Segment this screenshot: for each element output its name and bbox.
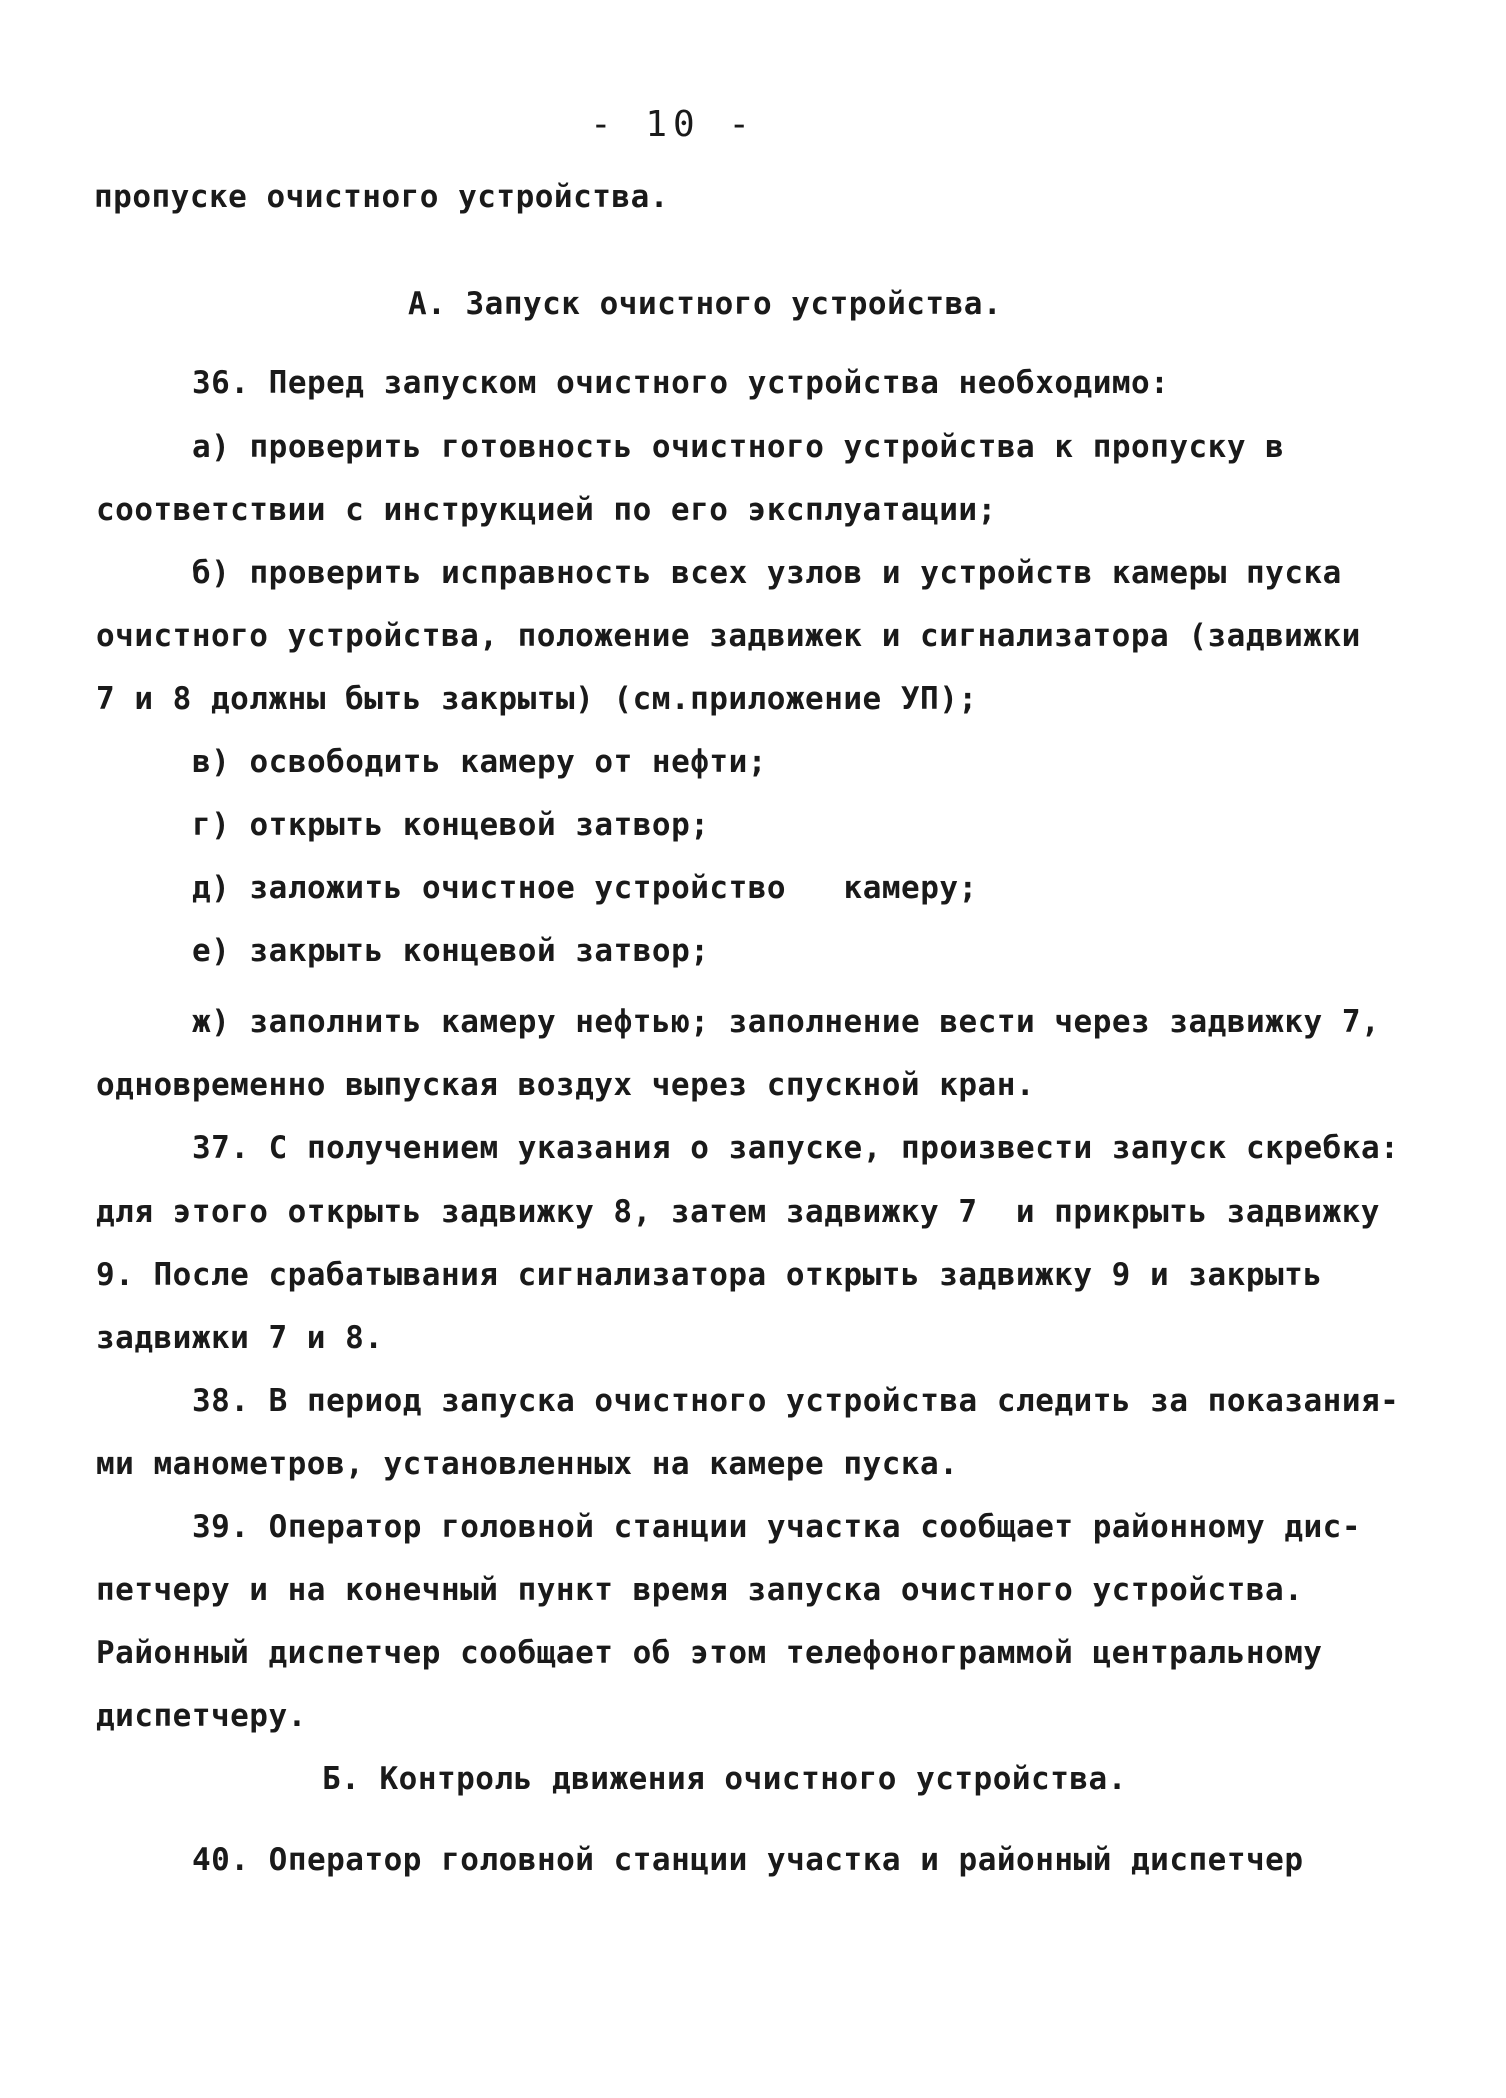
text-line: г) открыть концевой затвор; [192, 807, 710, 843]
text-line: 36. Перед запуском очистного устройства необходимо: [192, 365, 1170, 401]
text-line: 9. После срабатывания сигнализатора открыть задвижку 9 и закрыть [96, 1257, 1323, 1293]
text-line: 38. В период запуска очистного устройства следить за показания- [192, 1383, 1400, 1419]
section-heading: А. Запуск очистного устройства. [408, 286, 1003, 322]
text-line: Районный диспетчер сообщает об этом телефонограммой центральному [96, 1635, 1323, 1671]
text-line: а) проверить готовность очистного устройства к пропуску в [192, 429, 1285, 465]
text-line: е) закрыть концевой затвор; [192, 933, 710, 969]
page-number: - 10 - [590, 104, 757, 145]
text-line: задвижки 7 и 8. [96, 1320, 384, 1356]
text-line: в) освободить камеру от нефти; [192, 744, 767, 780]
text-line: диспетчеру. [96, 1698, 307, 1734]
text-line: 40. Оператор головной станции участка и районный диспетчер [192, 1842, 1304, 1878]
text-line: очистного устройства, положение задвижек и сигнализатора (задвижки [96, 618, 1361, 654]
text-line: ж) заполнить камеру нефтью; заполнение вести через задвижку 7, [192, 1004, 1381, 1040]
text-line: пропуске очистного устройства. [94, 179, 669, 215]
text-line: петчеру и на конечный пункт время запуска очистного устройства. [96, 1572, 1304, 1608]
text-line: 39. Оператор головной станции участка сообщает районному дис- [192, 1509, 1361, 1545]
section-heading: Б. Контроль движения очистного устройства. [322, 1761, 1127, 1797]
text-line: для этого открыть задвижку 8, затем задвижку 7 и прикрыть задвижку [96, 1194, 1380, 1230]
text-line: д) заложить очистное устройство камеру; [192, 870, 978, 906]
text-line: 7 и 8 должны быть закрыты) (см.приложение УП); [96, 681, 978, 717]
text-line: 37. С получением указания о запуске, произвести запуск скребка: [192, 1130, 1400, 1166]
text-line: соответствии с инструкцией по его эксплуатации; [96, 492, 997, 528]
text-line: одновременно выпуская воздух через спускной кран. [96, 1067, 1036, 1103]
text-line: б) проверить исправность всех узлов и устройств камеры пуска [192, 555, 1342, 591]
text-line: ми манометров, установленных на камере пуска. [96, 1446, 959, 1482]
